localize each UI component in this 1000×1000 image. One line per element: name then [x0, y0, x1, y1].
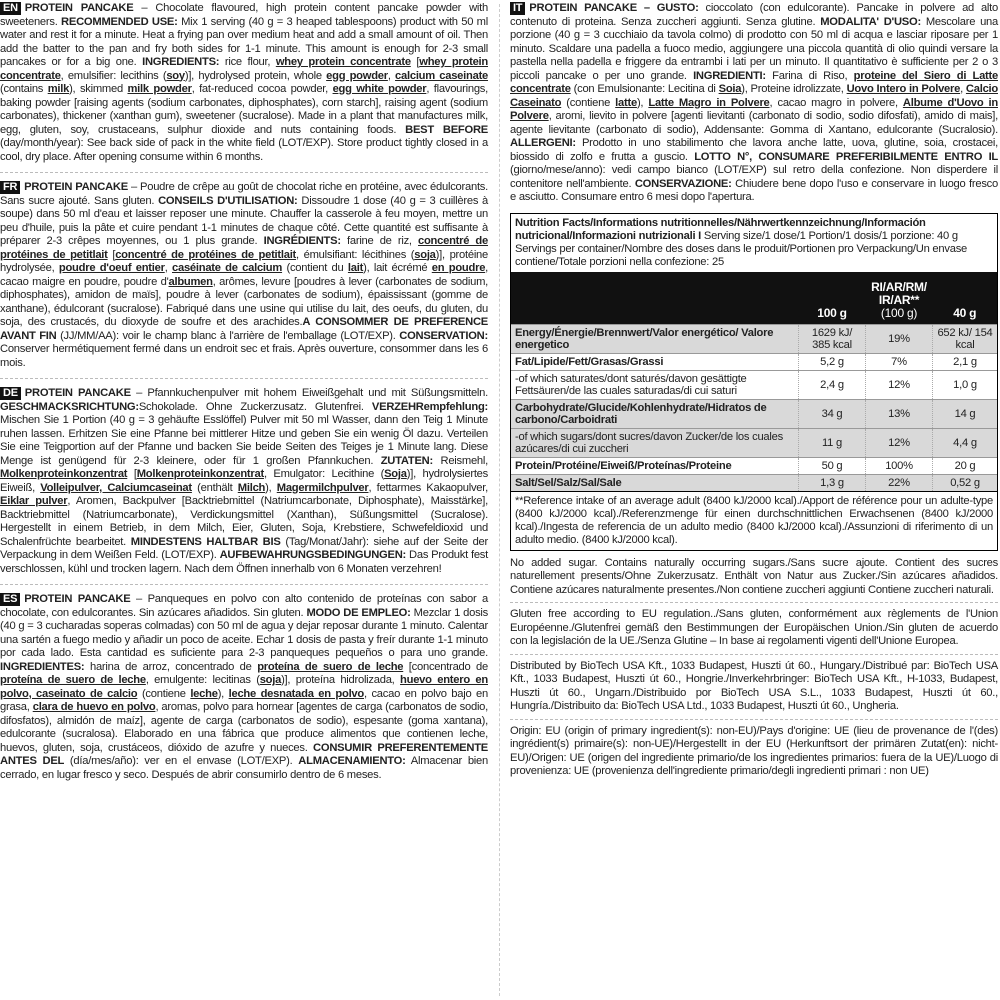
value-ri: 19%: [866, 324, 933, 353]
section-fr: [0, 181, 488, 370]
section-es: [0, 593, 488, 782]
lang-badge-en: EN: [0, 2, 21, 15]
serving-size: Serving size/1 dose/1 Portion/1 dosis/1 porzione: 40 g: [703, 229, 958, 242]
gluten-note: Gluten free according to EU regulation../Sans gluten, conformément aux règlements de l'Union Européenne./Glutenfrei gemäß den Bestimmungen der Europäischen Union./Sin gluten de acuerdo con la legislación de la UE./Senza Glutine – In base ai regolamenti vigenti dell'Unione Europea.: [510, 608, 998, 647]
text-fr: PROTEIN PANCAKE – Poudre de crêpe au goût de chocolat riche en protéine, avec édulcorants. Sans sucre ajouté. Sans gluten. CONSEILS D'UTILISATION: Dissoudre 1 dose (40 g = 3 cuillères à soupe) dans 50 ml d'eau et laisser reposer une minute. Chauffer la casserole à feu moyen, mettre un peu d'huile, puis la pâte et cuire pendant 1-1 minutes de chaque côté. Cette quantité est suffisante à préparer 2-3 crêpes moyennes, ou 1 plus grande. INGRÉDIENTS: farine de riz, concentré de protéines de petitlait [concentré de protéines de petitlait, émulsifiant: lécithines (soja)], protéine hydrolysée, poudre d'oeuf entier, caséinate de calcium (contient du lait), lait écrémé en poudre, cacao maigre en poudre, poudre d'albumen, arômes, levure [poudres à lever (carbonates de sodium, diphosphates), amidon de maïs], poudre à lever (carbonates de sodium), épaississant (gomme de xanthane), édulcorant (sucralose). Fabriqué dans une usine qui utilise du lait, des oeufs, du gluten, du soja, des crustacés, du dioxyde de soufre et des arachides.A CONSOMMER DE PREFERENCE AVANT FIN (JJ/MM/AA): voir le champ blanc à l'arrière de l'emballage (LOT/EXP). CONSERVATION: Conserver hermétiquement fermé dans un endroit sec et frais. Après ouverture, consommer dans les 6 mois.: [0, 181, 489, 369]
value-40g: 0,52 g: [933, 474, 998, 491]
section-de: [0, 387, 488, 576]
value-100g: 5,2 g: [799, 353, 866, 370]
nutrition-header: [511, 214, 997, 272]
nutrition-footnote: **Reference intake of an average adult (8400 kJ/2000 kcal)./Apport de référence pour un adulte-type (8400 kJ/2000 kcal)./Referenzmenge für einen durchschnittlichen Erwachsenen (8400 kJ/2000 kcal)./Ingesta de referencia de un adulto medio (8400 kJ/2000 kcal)./Assunzioni di riferimento di un adulto medio. (8400 kJ/2000 kcal).: [511, 491, 997, 550]
col-header-ri-sub: (100 g): [880, 305, 918, 320]
column-divider: [499, 4, 500, 996]
lang-badge-fr: FR: [0, 181, 20, 194]
table-row: [511, 324, 997, 353]
sugar-note: No added sugar. Contains naturally occurring sugars./Sans sucre ajoute. Contient des sucres naturellement presents/Ohne Zukerzusatz. Enthält von Natur aus Zucker./Sin azúcares añadidos. Contiene azúcares naturalmente presentes./Non contiene zuccheri aggiunti Contiene zuccheri naturali.: [510, 556, 998, 596]
nutrient-label: Fat/Lipide/Fett/Grasas/Grassi: [511, 353, 799, 370]
divider: [510, 719, 998, 720]
nutrition-table: [510, 213, 998, 551]
value-ri: 13%: [866, 399, 933, 428]
section-it: [510, 2, 998, 205]
value-40g: 1,0 g: [933, 370, 998, 399]
col-header-40g: 40 g: [953, 305, 977, 320]
value-40g: 2,1 g: [933, 353, 998, 370]
value-100g: 2,4 g: [799, 370, 866, 399]
value-40g: 14 g: [933, 399, 998, 428]
value-ri: 12%: [866, 370, 933, 399]
origin-note: Origin: EU (origin of primary ingredient(s): non-EU)/Pays d'origine: UE (lieu de provenance de l'(des) ingrédient(s) primaire(s): non-UE)/Hergestellt in der EU (Herkunftsort der primären Zutat(en): nicht-EU)/Origen: UE (origen del ingrediente primario/de los ingredientes primarios: fuera de la UE)/Luogo di provenienza: UE (provenienza dell'ingrediente primario/degli ingredienti primari : non UE): [510, 724, 998, 777]
lang-badge-es: ES: [0, 593, 20, 606]
value-40g: 20 g: [933, 457, 998, 474]
nutrient-label: Energy/Énergie/Brennwert/Valor energético/ Valore energetico: [511, 324, 799, 353]
nutrient-label: Protein/Protéine/Eiweiß/Proteínas/Proteine: [511, 457, 799, 474]
table-row: [511, 428, 997, 457]
text-it: PROTEIN PANCAKE – GUSTO: cioccolato (con edulcorante). Pancake in polvere ad alto contenuto di proteina. Senza zuccheri aggiunti. Senza glutine. MODALITA' D'USO: Mescolare una porzione (40 g = 3 cucchiaio da tavola colmo) di prodotto con 50 ml di acqua e lasciar riposare per 1 minuto. Scaldare una padella a fuoco medio, aggiungere una piccola quantità di olio quindi versare la pastella nella padella e friggere da entrambi i lati per un minuto. Il quantitativo è sufficiente per 2 o 3 piccoli pancake o per uno grande. INGREDIENTI: Farina di Riso, proteine del Siero di Latte concentrate (con Emulsionante: Lecitina di Soia), Proteine idrolizzate, Uovo Intero in Polvere, Calcio Caseinato (contiene latte), Latte Magro in Polvere, cacao magro in polvere, Albume d'Uovo in Polvere, aromi, lievito in polvere [agenti lievitanti (carbonato di sodio, sodio difosfati), amido di mais], agente lievitante (carbonato di sodio), Addensante: Gomma di Xantano, edulcorante (Sucralosio). ALLERGENI: Prodotto in uno stabilimento che lavora anche latte, uova, glutine, soia, crostacei, biossido di zolfo e frutta a guscio. LOTTO N°, CONSUMARE PREFERIBILMENTE ENTRO IL (giorno/mese/anno): vedi campo bianco (LOT/EXP) sul retro della confezione. Non disperdere il contenitore nell'ambiente. CONSERVAZIONE: Chiudere bene dopo l'uso e conservare in luogo fresco e asciutto. Consumare entro 6 mesi dopo l'apertura.: [510, 2, 999, 203]
value-100g: 1629 kJ/ 385 kcal: [799, 324, 866, 353]
divider: [0, 584, 488, 585]
text-en: PROTEIN PANCAKE – Chocolate flavoured, high protein content pancake powder with sweeteners. RECOMMENDED USE: Mix 1 serving (40 g = 3 heaped tablespoons) product with 50 ml water and rest it for a minute. Heat a frying pan over medium heat and add a small amount of oil. Then add the batter to the pan and fry both sides for 1-1 minute. This amount is enough for 2-3 small pancakes or for a big one. INGREDIENTS: rice flour, whey protein concentrate [whey protein concentrate, emulsifier: lecithins (soy)], hydrolysed protein, whole egg powder, calcium caseinate (contains milk), skimmed milk powder, fat-reduced cocoa powder, egg white powder, flavourings, baking powder [raising agents (sodium carbonates, diphosphates), corn starch], raising agent (sodium carbonates), thickener (xanthan gum), sweetener (sucralose). Made in a plant that manufactures milk, egg, gluten, soy, crustaceans, sulphur dioxide and nuts containing foods. BEST BEFORE (day/month/year): See back side of pack in the white field (LOT/EXP). Store product tightly closed in a cool, dry place. After opening consume within 6 months.: [0, 2, 489, 163]
table-row: [511, 353, 997, 370]
value-40g: 4,4 g: [933, 428, 998, 457]
nutrition-rows: [511, 324, 997, 491]
value-100g: 1,3 g: [799, 474, 866, 491]
table-row: [511, 474, 997, 491]
value-100g: 11 g: [799, 428, 866, 457]
nutrient-label: Carbohydrate/Glucide/Kohlenhydrate/Hidratos de carbono/Carboidrati: [511, 399, 799, 428]
nutrient-label: -of which sugars/dont sucres/davon Zucker/de los cuales azúcares/di cui zuccheri: [511, 428, 799, 457]
nutrient-label: -of which saturates/dont saturés/davon gesättigte Fettsäuren/de las cuales saturadas/di cui saturi: [511, 370, 799, 399]
value-40g: 652 kJ/ 154 kcal: [933, 324, 998, 353]
nutrient-label: Salt/Sel/Salz/Sal/Sale: [511, 474, 799, 491]
value-ri: 12%: [866, 428, 933, 457]
header-label-cell: [511, 272, 799, 325]
right-column: [510, 2, 998, 779]
table-row: [511, 457, 997, 474]
lang-badge-de: DE: [0, 387, 21, 400]
nutrition-values-table: [511, 272, 997, 491]
table-row: [511, 399, 997, 428]
divider: [0, 172, 488, 173]
value-ri: 7%: [866, 353, 933, 370]
col-header-100g: 100 g: [817, 305, 847, 320]
value-100g: 34 g: [799, 399, 866, 428]
servings-per-container: Servings per container/Nombre des doses dans le produit/Portionen pro Verpackung/Un envase contiene/Totale porzioni nella confezione: 25: [515, 242, 968, 268]
nutrition-title: Nutrition Facts/Informations nutritionnelles/Nährwertkennzeichnung/Información nutricional/Informazioni nutrizionali I: [515, 216, 926, 242]
divider: [0, 378, 488, 379]
text-es: PROTEIN PANCAKE – Panqueques en polvo con alto contenido de proteínas con sabor a chocolate, con edulcorantes. Sin azúcares añadidos. Sin gluten. MODO DE EMPLEO: Mezclar 1 dosis (40 g = 3 cucharadas soperas colmadas) con 50 ml de agua y dejar reposar durante 1 minuto. Calentar una sartén a fuego medio y añadir un poco de aceite. Echar 1 dosis de pasta y freír durante 1-1 minuto por cada lado. Esta cantidad es suficiente para 2-3 panqueques pequeños o para uno grande. INGREDIENTES: harina de arroz, concentrado de proteína de suero de leche [concentrado de proteína de suero de leche, emulgente: lecitinas (soja)], proteína hidrolizada, huevo entero en polvo, caseinato de calcio (contiene leche), leche desnatada en polvo, cacao en polvo bajo en grasa, clara de huevo en polvo, aromas, polvo para hornear [agentes de carga (carbonatos de sodio, difosfatos), almidón de maíz], agente de carga (carbonatos de sodio), espesante (goma xantana), edulcorante (sucralosa). Elaborado en una fábrica que produce alimentos que contienen leche, huevos, gluten, soja, crustáceos, dióxido de azufre y nueces. CONSUMIR PREFERENTEMENTE ANTES DEL (día/mes/año): ver en el envase (LOT/EXP). ALMACENAMIENTO: Almacenar bien cerrado, en lugar fresco y seco. Después de abrir consumirlo dentro de 6 meses.: [0, 593, 489, 781]
value-ri: 100%: [866, 457, 933, 474]
section-en: [0, 2, 488, 164]
value-100g: 50 g: [799, 457, 866, 474]
col-header-ri: [866, 272, 933, 325]
lang-badge-it: IT: [510, 2, 525, 15]
text-de: PROTEIN PANCAKE – Pfannkuchenpulver mit hohem Eiweißgehalt und mit Süßungsmitteln. GESCHMACKSRICHTUNG:Schokolade. Ohne Zuckerzusatz. Glutenfrei. VERZEHRempfehlung: Mischen Sie 1 Portion (40 g = 3 gehäufte Esslöffel) Pulver mit 50 ml Wasser, dann den Teig 1 Minute ruhen lassen. Erhitzen Sie eine Pfanne bei mittlerer Hitze und geben Sie ein wenig Öl dazu. Verteilen Sie eine Teigportion auf der Pfanne und backen Sie beide Seiten des Teiges je 1 Minute lang. Diese Menge ist genügend für 2-3 kleinere, oder für 1 großen Pfannkuchen. ZUTATEN: Reismehl, Molkenproteinkonzentrat [Molkenproteinkonzentrat, Emulgator: Lecithine (Soja)], hydrolysiertes Eiweiß, Volleipulver, Calciumcaseinat (enthält Milch), Magermilchpulver, fettarmes Kakaopulver, Eiklar pulver, Aromen, Backpulver [Backtriebmittel (Natriumcarbonate, Diphosphate), Maisstärke], Backtriebmittel (Natriumcarbonate), Verdickungsmittel (Xanthan), Süßungsmittel (Sucralose). Hergestellt in einem Betrieb, in dem Milch, Eier, Gluten, Soja, Krebstiere, Schwefeldioxid und Schalenfrüchte bearbeitet. MINDESTENS HALTBAR BIS (Tag/Monat/Jahr): siehe auf der Seite der Verpackung in dem Weißen Feld. (LOT/EXP). AUFBEWAHRUNGSBEDINGUNGEN: Das Produkt fest verschlossen, kühl und trocken lagern. Nach dem Öffnen innerhalb von 6 Monaten verzehren!: [0, 387, 488, 575]
value-ri: 22%: [866, 474, 933, 491]
divider: [510, 654, 998, 655]
table-row: [511, 370, 997, 399]
table-header-row: [511, 272, 997, 325]
distributor-note: Distributed by BioTech USA Kft., 1033 Budapest, Huszti út 60., Hungary./Distribué par: BioTech USA Kft., 1033 Budapest, Huszti út 60., Hongrie./Inverkehrbringer: BioTech USA Kft., H-1033, Budapest, Huszti út 60., Ungarn./Distribuido por BioTech USA S.L., 1033 Budapest, Huszti út 60., Hungría./Distribuito da: BioTech USA Ltd., 1033 Budapest, Huszti út 60., Ungheria.: [510, 659, 998, 712]
left-column: [0, 2, 488, 790]
divider: [510, 602, 998, 603]
col-header-ri-label: RI/AR/RM/ IR/AR**: [871, 279, 927, 307]
